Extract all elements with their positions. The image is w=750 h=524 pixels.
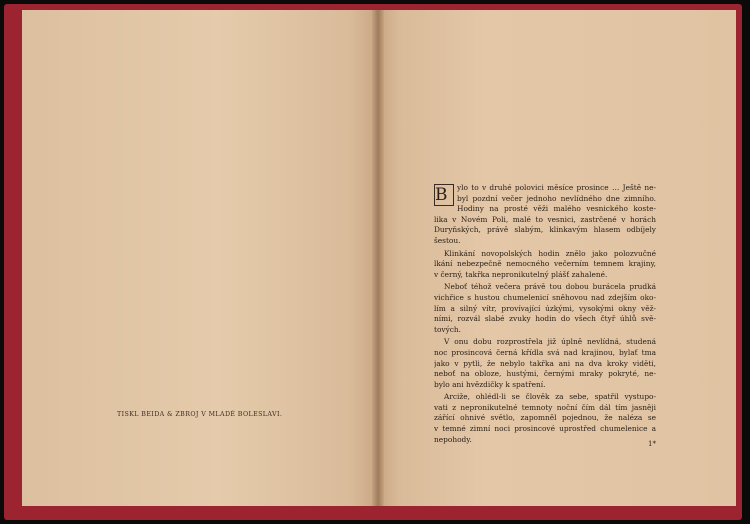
text-line: ními, rozvál slabé zvuky hodin do všech čtyř úhlů svě- [434,314,656,324]
text-line: bylo ani hvězdičky k spatření. [434,379,546,389]
text-line: jako v pytli, že nebylo takřka ani na dva kroky viděti, [434,358,656,368]
text-line: Klinkání novopolských hodin znělo jako polozvučné [444,248,656,258]
text-line: Hodiny na prosté věži malého vesnického koste- [457,204,656,214]
text-line: vati z nepronikutelné temnoty noční čím dál tím jasněji [434,402,656,412]
text-line: v temné zimní noci prosincové uprostřed chumelenice a [434,424,656,434]
text-line: noc prosincová černá křídla svá nad krajinou, bylať tma [434,347,656,357]
text-line: zářící ohnivé světlo, zapomněl pojednou, že naléza se [434,413,656,423]
text-line: byl pozdní večer jednoho nevlídného dne zimního. [457,193,656,203]
text-line: V onu dobu rozprostřela již úplně nevlídná, studená [444,337,656,347]
signature-mark: 1* [648,440,656,448]
body-text [434,183,656,445]
text-line: neboť na obloze, hustými, černými mraky pokryté, ne- [434,369,656,379]
right-page [378,10,736,506]
text-line: Neboť téhož večera právě tou dobou burácela prudká [444,282,656,292]
text-line: lika v Novém Poli, malé to vesnici, zastrčené v horách [434,214,656,224]
printer-imprint: TISKL BEIDA & ZBROJ V MLADÉ BOLESLAVI. [117,411,283,418]
left-page [22,10,378,506]
text-line: tových. [434,324,462,334]
text-line: lím a silný vítr, provívající úzkými, vysokými okny věž- [434,303,656,313]
text-line: šestou. [434,235,461,245]
text-line: Duryňských, právě slabým, klinkavým hlasem odbíjely [434,225,656,235]
book-gutter [372,10,384,506]
text-line: ylo to v druhé polovici měsíce prosince … Ještě ne- [457,183,656,192]
text-line: Arciže, ohlédl-li se člověk za sebe, spatřil vystupo- [444,392,656,402]
text-line: vichřice s hustou chumelenicí sněhovou nad zdejším oko- [434,292,656,302]
text-line: lkání nebezpečně nemocného večerním temnem krajiny, [434,259,656,269]
drop-cap: B [434,184,454,206]
text-line: v černý, takřka nepronikutelný plášť zahalené. [434,269,608,279]
text-line: nepohody. [434,434,472,444]
